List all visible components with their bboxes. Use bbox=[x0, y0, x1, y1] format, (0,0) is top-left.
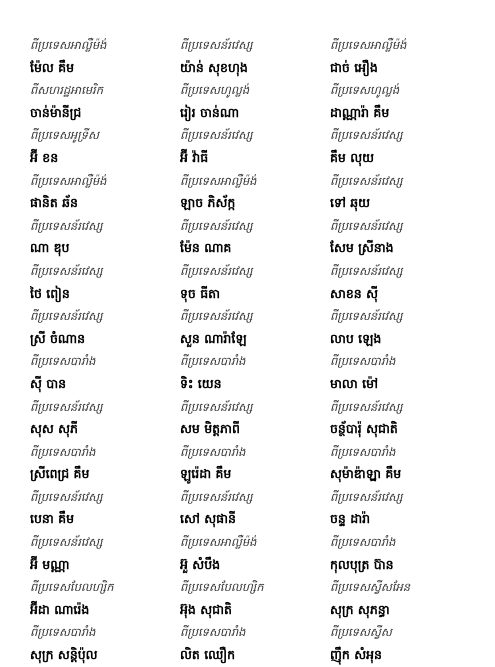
person-name: ស្រី ចំណាន bbox=[30, 330, 86, 346]
origin-label: ពីប្រទេសបារាំង bbox=[30, 354, 96, 369]
person-name: ទុច ធីតា bbox=[180, 285, 221, 301]
origin-label: ពីប្រទេសន័រវេស្ស bbox=[180, 263, 253, 278]
person-name: យ៉ាន់ សុខហុង bbox=[180, 59, 248, 75]
person-name: ថៃ ពៀន bbox=[30, 285, 70, 301]
origin-label: ពីប្រទេសន័រវេស្ស bbox=[330, 128, 403, 143]
origin-label: ពីប្រទេសបែលហ្សិក bbox=[30, 580, 114, 595]
origin-label: ពីប្រទេសន័រវេស្ស bbox=[330, 263, 403, 278]
origin-label: ពីប្រទេសន័រវេស្ស bbox=[180, 38, 253, 52]
person-name: សៅ សុផានី bbox=[180, 511, 236, 527]
person-name: បេនា គឹម bbox=[30, 511, 75, 527]
person-name: ចន្ទ ដារ៉ា bbox=[330, 511, 371, 527]
person-name: សួន ណារ៉ាឡែ bbox=[180, 330, 247, 346]
origin-label: ពីប្រទេសន័រវេស្ស bbox=[180, 399, 253, 414]
person-name: អ៊ួ សំបឹង bbox=[180, 556, 221, 572]
person-name: ផានិត ឆ័ន bbox=[30, 195, 78, 211]
origin-label: ពីប្រទេសបារាំង bbox=[180, 354, 246, 369]
origin-label: ពីប្រទេសន័រវេស្ស bbox=[30, 399, 103, 414]
origin-label: ពីប្រទេសបារាំង bbox=[330, 535, 396, 550]
person-name: សម មិត្តភាពី bbox=[180, 421, 240, 437]
origin-label: ពីប្រទេសហូល្លង់ bbox=[330, 83, 400, 98]
origin-label: ពីប្រទេសន័រវេស្ស bbox=[30, 309, 103, 324]
person-name: លិត ឈឿក bbox=[180, 647, 236, 663]
origin-label: ពីប្រទេសន័រវេស្ស bbox=[180, 489, 253, 504]
contributors-list bbox=[30, 34, 470, 667]
person-name: ទៅ ឆុយ bbox=[330, 195, 371, 211]
person-name: ម៉ែល គឹម bbox=[30, 59, 75, 75]
origin-label: ពីប្រទេសន័រវេស្ស bbox=[30, 535, 103, 550]
origin-label: ពីប្រទេសន័រវេស្ស bbox=[180, 309, 253, 324]
person-name: អ៊ី ខន bbox=[30, 149, 59, 165]
person-name: សុក្រ សុភន្ធា bbox=[330, 601, 390, 617]
person-name: សុម៉ាឌ៉ាឡ្នា គឹម bbox=[330, 466, 402, 482]
origin-label: ពីប្រទេសន័រវេស្ស bbox=[30, 218, 103, 233]
origin-label: ពីប្រទេសន័រវេស្ស bbox=[30, 263, 103, 278]
person-name: រៀរ ចាន់ណា bbox=[180, 104, 240, 120]
person-name: មាលា ម៉ៅ bbox=[330, 375, 378, 391]
origin-label: ពីប្រទេសអាល្លឺម៉ង់ bbox=[30, 173, 107, 188]
origin-label: ពីប្រទេសបារាំង bbox=[30, 625, 96, 640]
origin-label: ពីប្រទេសបារាំង bbox=[330, 444, 396, 459]
origin-label: ពីប្រទេសអាល្លឺម៉ង់ bbox=[30, 38, 107, 52]
origin-label: ពីប្រទេសស្វីស bbox=[330, 625, 392, 640]
person-name: ឡាច ភិស័ក្ក bbox=[180, 195, 236, 211]
origin-label: ពីប្រទេសអូទ្រីស bbox=[30, 128, 99, 143]
person-name: ចាន់ម៉ានីជ្រ bbox=[30, 104, 82, 120]
person-name: អ៊ី វ៉ាធី bbox=[180, 149, 209, 165]
origin-label: ពីសហរដ្ឋអាមេរិក bbox=[30, 83, 103, 98]
person-name: ឡូរ៉េដា គឹម bbox=[180, 466, 232, 482]
person-name: ញ៉ឹក សំអុន bbox=[330, 647, 382, 663]
origin-label: ពីប្រទេសហូល្លង់ bbox=[180, 83, 250, 98]
origin-label: ពីប្រទេសអាល្លឺម៉ង់ bbox=[330, 38, 407, 52]
person-name: ជាច់ អឿង bbox=[330, 59, 378, 75]
person-name: សែម ស្រីនាង bbox=[330, 240, 394, 256]
person-name: ទិះ យេន bbox=[180, 375, 222, 391]
origin-label: ពីប្រទេសន័រវេស្ស bbox=[180, 128, 253, 143]
person-name: លាប ឡេង bbox=[330, 330, 382, 346]
origin-label: ពីប្រទេសស្វីសអែន bbox=[330, 580, 411, 595]
origin-label: ពីប្រទេសន័រវេស្ស bbox=[180, 218, 253, 233]
person-name: ដាណ្ណារ៉ា គឹម bbox=[330, 104, 390, 120]
person-name: គឹម លុយ bbox=[330, 149, 375, 165]
origin-label: ពីប្រទេសបារាំង bbox=[180, 444, 246, 459]
person-name: អ៊ុង សុជាតិ bbox=[180, 601, 232, 617]
person-name: សុស សុភី bbox=[30, 421, 78, 437]
person-name: ម៉ែន ណាគ bbox=[180, 240, 232, 256]
origin-label: ពីប្រទេសន័រវេស្ស bbox=[330, 173, 403, 188]
origin-label: ពីប្រទេសបារាំង bbox=[180, 625, 246, 640]
origin-label: ពីប្រទេសបែលហ្សិក bbox=[180, 580, 264, 595]
origin-label: ពីប្រទេសន័រវេស្ស bbox=[30, 489, 103, 504]
origin-label: ពីប្រទេសអាល្លឺម៉ង់ bbox=[180, 535, 257, 550]
origin-label: ពីប្រទេសន័រវេស្ស bbox=[330, 489, 403, 504]
person-name: ចន្ថ័បារ៉ុ សុជាតិ bbox=[330, 421, 398, 437]
person-name: កុលបុត្រ ប៊ាន bbox=[330, 556, 394, 572]
person-name: ស្រីពេជ្រ គឹម bbox=[30, 466, 90, 482]
person-name: សុក្រ សន្តិប៉ុល bbox=[30, 647, 98, 663]
person-name: ស៊ី បាន bbox=[30, 375, 67, 391]
origin-label: ពីប្រទេសអាល្លឺម៉ង់ bbox=[180, 173, 257, 188]
origin-label: ពីប្រទេសន័រវេស្ស bbox=[330, 399, 403, 414]
origin-label: ពីប្រទេសបារាំង bbox=[330, 354, 396, 369]
person-name: អ៊ីដា ណារ៉េង bbox=[30, 601, 90, 617]
origin-label: ពីប្រទេសន័រវេស្ស bbox=[330, 309, 403, 324]
person-name: សាខន ស៊ី bbox=[330, 285, 378, 301]
person-name: ណា ឌុប bbox=[30, 240, 70, 256]
origin-label: ពីប្រទេសបារាំង bbox=[30, 444, 96, 459]
origin-label: ពីប្រទេសន័រវេស្ស bbox=[330, 218, 403, 233]
person-name: អ៊ី មណ្ណា bbox=[30, 556, 70, 572]
